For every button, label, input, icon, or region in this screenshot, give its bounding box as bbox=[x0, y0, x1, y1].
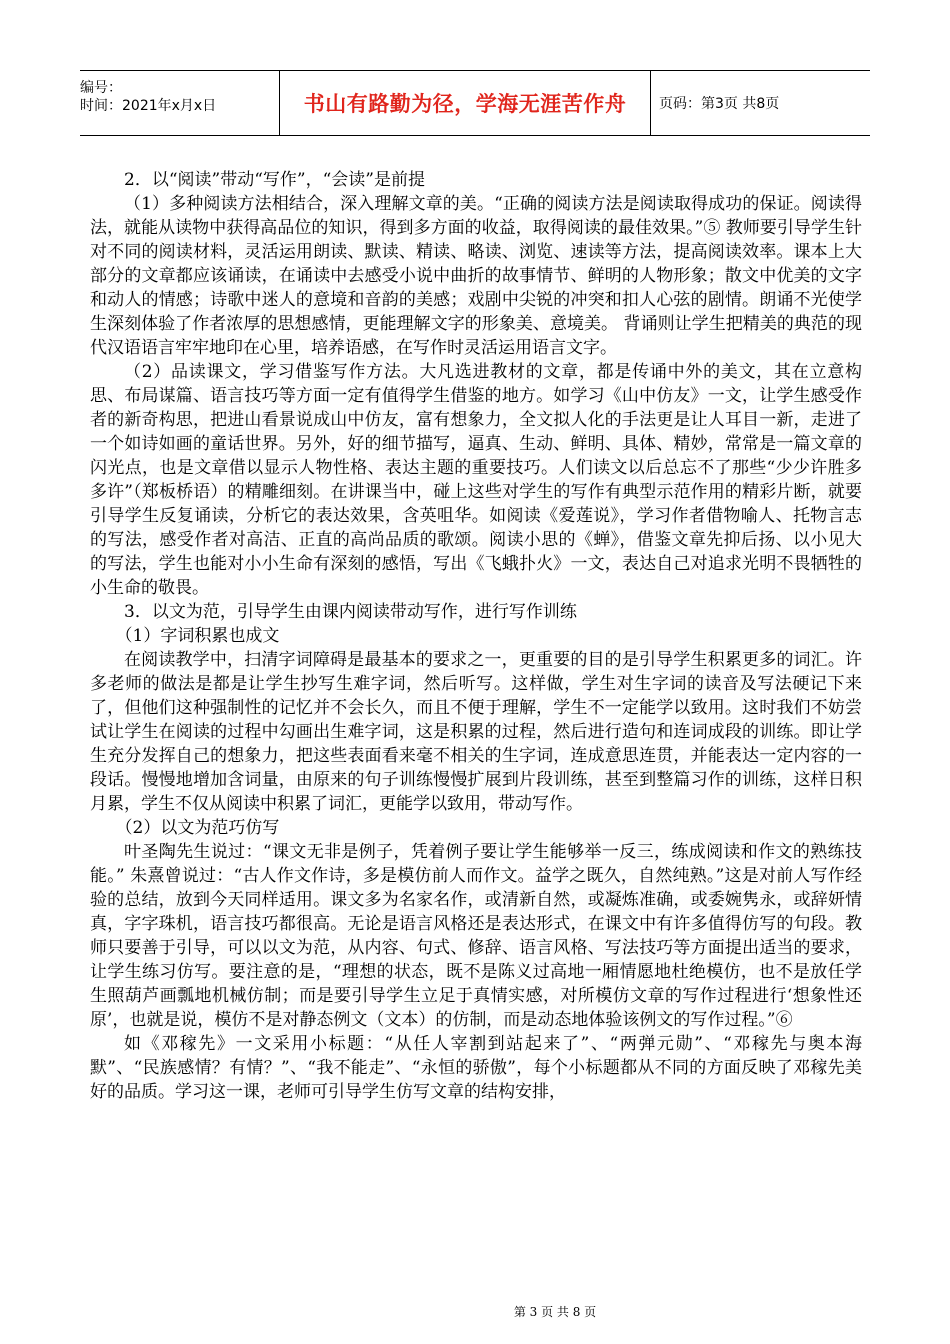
document-number: 编号： bbox=[80, 80, 122, 96]
paragraph: 叶圣陶先生说过：“课文无非是例子，凭着例子要让学生能够举一反三，练成阅读和作文的熟练技能。” 朱熹曾说过：“古人作文作诗，多是模仿前人而作文。益学之既久，自然纯熟。”这是对前人写作经验的总结，放到今天同样适用。课文多为名家名作，或清新自然，或凝炼准确，或委婉隽永，或辞妍情真，字字珠机，语言技巧都很高。无论是语言风格还是表达形式，在课文中有许多值得仿写的句段。教师只要善于引导，可以以文为范，从内容、句式、修辞、语言风格、写法技巧等方面提出适当的要求，让学生练习仿写。要注意的是，“理想的状态，既不是陈义过高地一厢情愿地杜绝模仿，也不是放任学生照葫芦画瓢地机械仿制；而是要引导学生立足于真情实感，对所模仿文章的写作过程进行‘想象性还原’，也就是说，模仿不是对静态例文（文本）的仿制，而是动态地体验该例文的写作过程。”⑥ bbox=[90, 842, 862, 1030]
header-page-number: 页码：第3页 共8页 bbox=[659, 96, 780, 112]
subsection-heading: （2）以文为范巧仿写 bbox=[115, 818, 280, 838]
paragraph: （1）多种阅读方法相结合，深入理解文章的美。“正确的阅读方法是阅读取得成功的保证。阅读得法，就能从读物中获得高品位的知识，得到多方面的收益，取得阅读的最佳效果。”⑤ 教师要引导学生针对不同的阅读材料，灵活运用朗读、默读、精读、略读、浏览、速读等方法，提高阅读效率。课本上大部分的文章都应该诵读，在诵读中去感受小说中曲折的故事情节、鲜明的人物形象；散文中优美的文字和动人的情感；诗歌中迷人的意境和音韵的美感；戏剧中尖锐的冲突和扣人心弦的剧情。朗诵不光使学生深刻体验了作者浓厚的思想感情，更能理解文字的形象美、意境美。 背诵则让学生把精美的典范的现代汉语语言牢牢地印在心里，培养语感，在写作时灵活运用语言文字。 bbox=[90, 194, 862, 358]
paragraph: 如《邓稼先》一文采用小标题：“从任人宰割到站起来了”、“两弹元勋”、“邓稼先与奥本海默”、“民族感情？有情？”、“我不能走”、“永恒的骄傲”，每个小标题都从不同的方面反映了邓稼先美好的品质。学习这一课，老师可引导学生仿写文章的结构安排， bbox=[90, 1034, 862, 1102]
page-header bbox=[80, 70, 870, 136]
subsection-heading: （1）字词积累也成文 bbox=[115, 626, 280, 646]
header-meta bbox=[80, 71, 280, 135]
document-body bbox=[90, 168, 862, 1104]
section-heading: 3．以文为范，引导学生由课内阅读带动写作，进行写作训练 bbox=[124, 602, 577, 622]
header-motto: 书山有路勤为径，学海无涯苦作舟 bbox=[280, 71, 651, 135]
page-footer: 第 3 页 共 8 页 bbox=[513, 1305, 597, 1319]
paragraph: 在阅读教学中，扫清字词障碍是最基本的要求之一，更重要的目的是引导学生积累更多的词汇。许多老师的做法是都是让学生抄写生难字词，然后听写。这样做，学生对生字词的读音及写法硬记下来了，但他们这种强制性的记忆并不会长久，而且不便于理解，学生不一定能学以致用。这时我们不妨尝试让学生在阅读的过程中勾画出生难字词，这是积累的过程，然后进行造句和连词成段的训练。即让学生充分发挥自己的想象力，把这些表面看来毫不相关的生字词，连成意思连贯，并能表达一定内容的一段话。慢慢地增加含词量，由原来的句子训练慢慢扩展到片段训练，甚至到整篇习作的训练，这样日积月累，学生不仅从阅读中积累了词汇，更能学以致用，带动写作。 bbox=[90, 650, 862, 814]
paragraph: （2）品读课文，学习借鉴写作方法。大凡选进教材的文章，都是传诵中外的美文，其在立意构思、布局谋篇、语言技巧等方面一定有值得学生借鉴的地方。如学习《山中仿友》一文，让学生感受作者的新奇构思，把进山看景说成山中仿友，富有想象力，全文拟人化的手法更是让人耳目一新，走进了一个如诗如画的童话世界。另外，好的细节描写，逼真、生动、鲜明、具体、精妙，常常是一篇文章的闪光点，也是文章借以显示人物性格、表达主题的重要技巧。人们读文以后总忘不了那些“少少许胜多多许”（郑板桥语）的精雕细刻。在讲课当中，碰上这些对学生的写作有典型示范作用的精彩片断，就要引导学生反复诵读，分析它的表达效果，含英咀华。如阅读《爱莲说》，学习作者借物喻人、托物言志的写法，感受作者对高洁、正直的高尚品质的歌颂。阅读小思的《蝉》，借鉴文章先抑后扬、以小见大的写法，学生也能对小小生命有深刻的感悟，写出《飞蛾扑火》一文，表达自己对追求光明不畏牺牲的小生命的敬畏。 bbox=[90, 362, 862, 598]
document-date: 时间：2021年x月x日 bbox=[80, 98, 217, 114]
section-heading: 2．以“阅读”带动“写作”，“会读”是前提 bbox=[124, 170, 425, 190]
